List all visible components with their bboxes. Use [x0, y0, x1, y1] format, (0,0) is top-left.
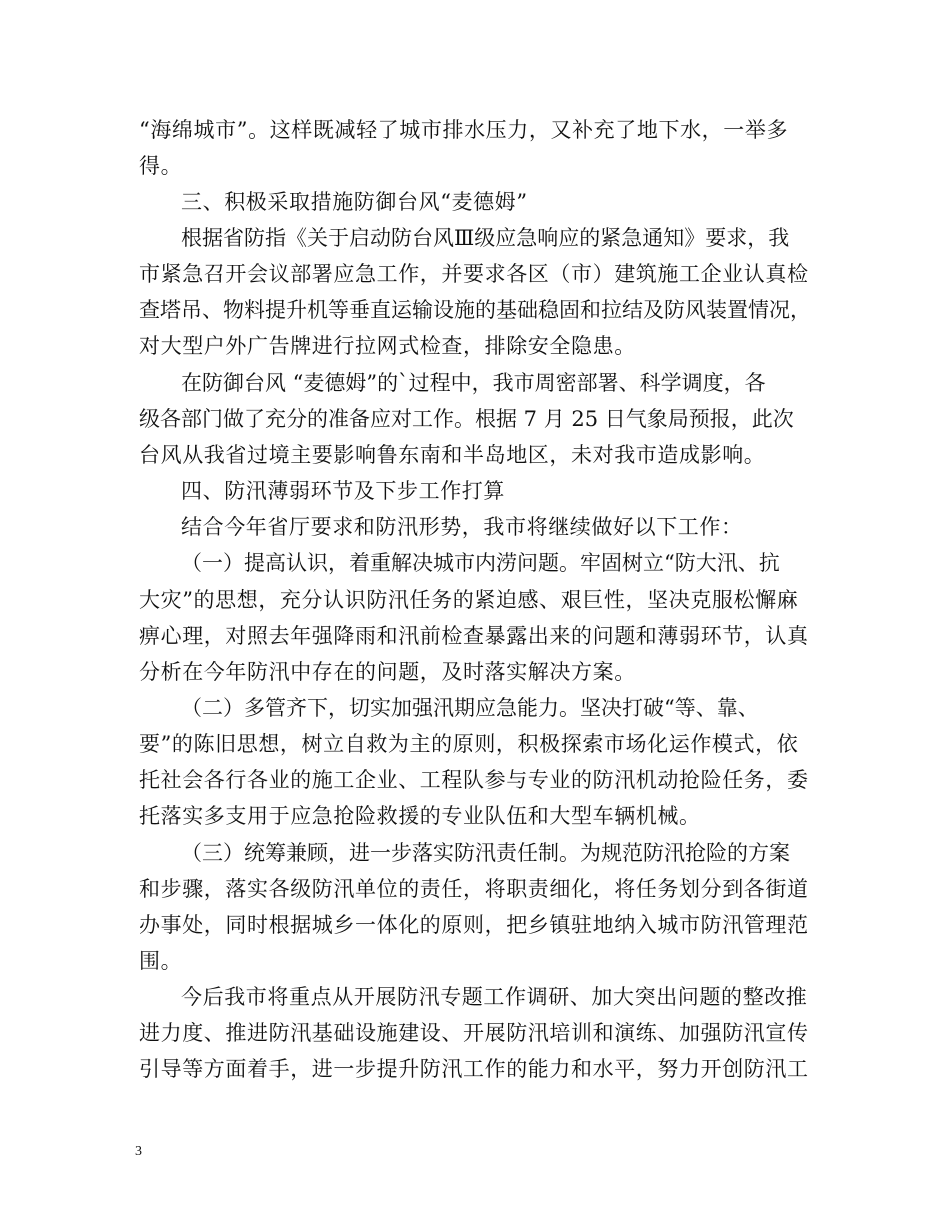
text-line: 要”的陈旧思想，树立自救为主的原则，积极探索市场化运作模式，依 [139, 732, 799, 756]
text-line: 级各部门做了充分的准备应对工作。根据 7 月 25 日气象局预报，此次 [139, 407, 794, 431]
text-line: 对大型户外广告牌进行拉网式检查，排除安全隐患。 [139, 334, 636, 358]
text-line: 引导等方面着手，进一步提升防汛工作的能力和水平，努力开创防汛工 [139, 1057, 809, 1081]
text-line: 在防御台风 “麦德姆”的`过程中，我市周密部署、科学调度，各 [181, 371, 766, 395]
text-line: （二）多管齐下，切实加强汛期应急能力。坚决打破“等、靠、 [181, 696, 759, 720]
text-line: 托落实多支用于应急抢险救援的专业队伍和大型车辆机械。 [139, 804, 701, 828]
text-line: （一）提高认识，着重解决城市内涝问题。牢固树立“防大汛、抗 [181, 551, 780, 575]
text-line: 今后我市将重点从开展防汛专题工作调研、加大突出问题的整改推 [181, 985, 808, 1009]
text-line: 和步骤，落实各级防汛单位的责任，将职责细化，将任务划分到各街道 [139, 877, 809, 901]
text-line: 市紧急召开会议部署应急工作，并要求各区（市）建筑施工企业认真检 [139, 262, 809, 286]
section-heading: 三、积极采取措施防御台风“麦德姆” [181, 190, 528, 214]
text-line: 痹心理，对照去年强降雨和汛前检查暴露出来的问题和薄弱环节，认真 [139, 624, 809, 648]
text-line: 查塔吊、物料提升机等垂直运输设施的基础稳固和拉结及防风装置情况， [139, 298, 811, 322]
text-line: 根据省防指《关于启动防台风Ⅲ级应急响应的紧急通知》要求，我 [181, 226, 790, 250]
text-line: “海绵城市”。这样既减轻了城市排水压力，又补充了地下水，一举多 [139, 118, 789, 142]
text-line: 得。 [139, 154, 183, 178]
text-line: 结合今年省厅要求和防汛形势，我市将继续做好以下工作： [181, 515, 743, 539]
text-line: 围。 [139, 949, 183, 973]
text-line: 台风从我省过境主要影响鲁东南和半岛地区，未对我市造成影响。 [139, 443, 766, 467]
text-line: （三）统筹兼顾，进一步落实防汛责任制。为规范防汛抢险的方案 [181, 841, 790, 865]
text-line: 分析在今年防汛中存在的问题，及时落实解决方案。 [139, 660, 636, 684]
section-heading: 四、防汛薄弱环节及下步工作打算 [181, 479, 505, 503]
page-number: 3 [135, 1144, 142, 1159]
text-line: 托社会各行各业的施工企业、工程队参与专业的防汛机动抢险任务，委 [139, 768, 809, 792]
text-line: 进力度、推进防汛基础设施建设、开展防汛培训和演练、加强防汛宣传 [139, 1021, 809, 1045]
text-line: 大灾”的思想，充分认识防汛任务的紧迫感、艰巨性，坚决克服松懈麻 [139, 588, 799, 612]
text-line: 办事处，同时根据城乡一体化的原则，把乡镇驻地纳入城市防汛管理范 [139, 913, 809, 937]
